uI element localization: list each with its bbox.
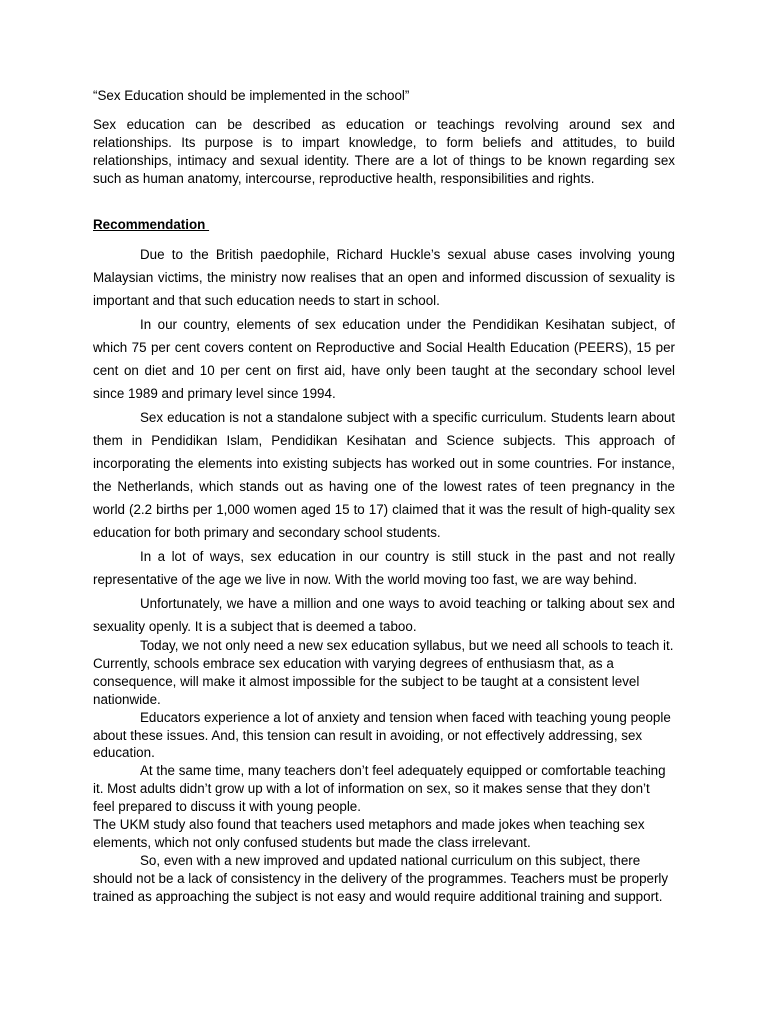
section-heading-recommendation: Recommendation	[93, 217, 210, 232]
body-paragraph: Today, we not only need a new sex education syllabus, but we need all schools to teach it. Currently, schools embrace sex education with varying degrees of enthusiasm that, as a consequence, will make it almost impossible for the subject to be taught at a consistent level nationwide.	[93, 638, 674, 707]
body-paragraph: In our country, elements of sex education under the Pendidikan Kesihatan subject, of which 75 per cent covers content on Reproductive and Social Health Education (PEERS), 15 per cent on diet and 10 per cent on first aid, have only been taught at the secondary school level since 1989 and primary level since 1994.	[93, 316, 675, 402]
intro-paragraph: Sex education can be described as education or teachings revolving around sex and relationships. Its purpose is to impart knowledge, to form beliefs and attitudes, to build relationships, intimacy and sexual identity. There are a lot of things to be known regarding sex such as human anatomy, intercourse, reproductive health, responsibilities and rights.	[93, 117, 675, 186]
recommendation-body-wide	[93, 243, 675, 639]
body-paragraph: Due to the British paedophile, Richard Huckle’s sexual abuse cases involving young Malaysian victims, the ministry now realises that an open and informed discussion of sexuality is important and that such education needs to start in school.	[93, 247, 675, 309]
body-paragraph: Sex education is not a standalone subject with a specific curriculum. Students learn about them in Pendidikan Islam, Pendidikan Kesihatan and Science subjects. This approach of incorporating the elements into existing subjects has worked out in some countries. For instance, the Netherlands, which stands out as having one of the lowest rates of teen pregnancy in the world (2.2 births per 1,000 women aged 15 to 17) claimed that it was the result of high-quality sex education for both primary and secondary school students.	[93, 409, 675, 541]
body-paragraph: In a lot of ways, sex education in our country is still stuck in the past and not really representative of the age we live in now. With the world moving too fast, we are way behind.	[93, 549, 675, 588]
body-paragraph: At the same time, many teachers don’t feel adequately equipped or comfortable teaching it. Most adults didn’t grow up with a lot of information on sex, so it makes sense that they don’t feel prepared to discuss it with young people.	[93, 763, 666, 815]
body-paragraph: The UKM study also found that teachers used metaphors and made jokes when teaching sex elements, which not only confused students but made the class irrelevant.	[93, 817, 645, 850]
body-paragraph: So, even with a new improved and updated national curriculum on this subject, there should not be a lack of consistency in the delivery of the programmes. Teachers must be properly trained as approaching the subject is not easy and would require additional training and support.	[93, 852, 669, 904]
recommendation-body-tight	[93, 637, 675, 906]
body-paragraph: Unfortunately, we have a million and one ways to avoid teaching or talking about sex and sexuality openly. It is a subject that is deemed a taboo.	[93, 595, 675, 634]
document-title: “Sex Education should be implemented in the school”	[93, 88, 410, 103]
body-paragraph: Educators experience a lot of anxiety and tension when faced with teaching young people about these issues. And, this tension can result in avoiding, or not effectively addressing, sex education.	[93, 709, 671, 761]
